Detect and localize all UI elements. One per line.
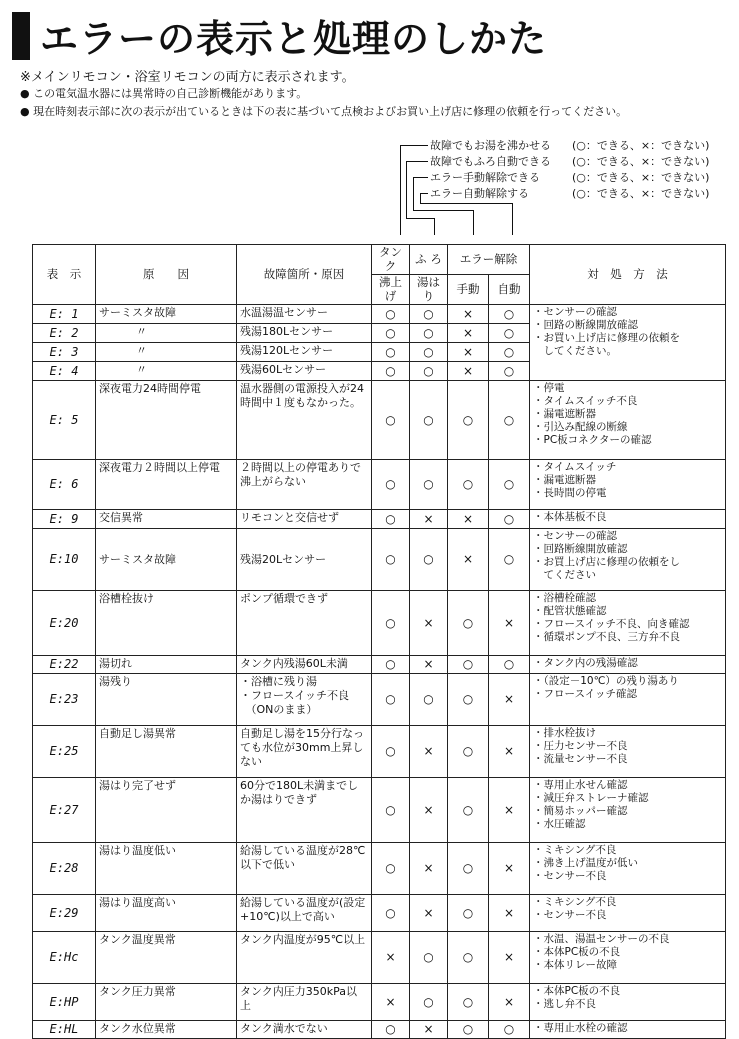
error-part: ・浴槽に残り湯 ・フロースイッチ不良 （ONのまま） xyxy=(237,674,372,726)
error-action: ・停電 ・タイムスイッチ不良 ・漏電遮断器 ・引込み配線の断線 ・PC板コネクターの確認 xyxy=(530,381,726,460)
mark-auto: ○ xyxy=(489,381,530,460)
error-cause: タンク水位異常 xyxy=(96,1021,237,1039)
mark-auto: × xyxy=(489,778,530,843)
error-code: E: 3 xyxy=(33,343,96,362)
mark-manual: × xyxy=(448,362,489,381)
mark-manual: × xyxy=(448,510,489,529)
error-part: タンク内温度が95℃以上 xyxy=(237,932,372,984)
header-furo: ふ ろ xyxy=(410,245,448,275)
error-cause: 湯はり完了せず xyxy=(96,778,237,843)
error-code: E:28 xyxy=(33,843,96,895)
mark-manual: ○ xyxy=(448,1021,489,1039)
header-tank-sub: 沸上げ xyxy=(372,275,410,305)
header-action: 対 処 方 法 xyxy=(530,245,726,305)
mark-manual: ○ xyxy=(448,381,489,460)
mark-tank: ○ xyxy=(372,1021,410,1039)
table-row xyxy=(33,984,726,1021)
mark-furo: ○ xyxy=(410,460,448,510)
error-code: E: 2 xyxy=(33,324,96,343)
mark-tank: ○ xyxy=(372,460,410,510)
header-auto: 自動 xyxy=(489,275,530,305)
mark-manual: ○ xyxy=(448,984,489,1021)
mark-tank: ○ xyxy=(372,510,410,529)
legend-drop-manual-2 xyxy=(473,210,474,235)
error-code: E:23 xyxy=(33,674,96,726)
error-cause: 湯残り xyxy=(96,674,237,726)
legend-branch-furo xyxy=(406,218,434,219)
mark-auto: ○ xyxy=(489,510,530,529)
mark-tank: ○ xyxy=(372,778,410,843)
error-part: 残湯120Lセンサー xyxy=(237,343,372,362)
mark-furo: ○ xyxy=(410,674,448,726)
error-cause: サーミスタ故障 xyxy=(96,305,237,324)
legend-drop-manual xyxy=(413,177,414,210)
mark-auto: ○ xyxy=(489,529,530,591)
error-action: ・専用止水せん確認 ・減圧弁ストレーナ確認 ・簡易ホッパー確認 ・水圧確認 xyxy=(530,778,726,843)
table-row xyxy=(33,460,726,510)
header-part: 故障箇所・原因 xyxy=(237,245,372,305)
mark-furo: ○ xyxy=(410,984,448,1021)
error-cause: 湯はり温度低い xyxy=(96,843,237,895)
mark-auto: ○ xyxy=(489,656,530,674)
error-cause: 〃 xyxy=(96,343,237,362)
error-cause: タンク温度異常 xyxy=(96,932,237,984)
header-furo-sub: 湯はり xyxy=(410,275,448,305)
error-cause: 湯切れ xyxy=(96,656,237,674)
legend-leader-furo xyxy=(406,161,428,162)
mark-tank: ○ xyxy=(372,381,410,460)
mark-auto: × xyxy=(489,843,530,895)
error-table xyxy=(32,244,726,1039)
mark-furo: ○ xyxy=(410,381,448,460)
legend-note-manual: (○：できる、×：できない) xyxy=(572,171,710,184)
error-part: 残湯180Lセンサー xyxy=(237,324,372,343)
error-cause: 〃 xyxy=(96,324,237,343)
legend-branch-auto xyxy=(420,203,512,204)
table-row xyxy=(33,656,726,674)
mark-furo: ○ xyxy=(410,324,448,343)
error-action: ・浴槽栓確認 ・配管状態確認 ・フロースイッチ不良、向き確認 ・循環ポンプ不良、三方弁不良 xyxy=(530,591,726,656)
mark-tank: ○ xyxy=(372,529,410,591)
mark-furo: × xyxy=(410,726,448,778)
mark-furo: × xyxy=(410,778,448,843)
mark-manual: ○ xyxy=(448,591,489,656)
error-part: 温水器側の電源投入が24時間中１度もなかった。 xyxy=(237,381,372,460)
table-row xyxy=(33,674,726,726)
legend-branch-manual xyxy=(413,210,473,211)
mark-tank: ○ xyxy=(372,362,410,381)
error-code: E:22 xyxy=(33,656,96,674)
error-part: 残湯60Lセンサー xyxy=(237,362,372,381)
table-row xyxy=(33,305,726,324)
mark-furo: ○ xyxy=(410,305,448,324)
error-code: E:20 xyxy=(33,591,96,656)
table-row xyxy=(33,932,726,984)
mark-auto: × xyxy=(489,895,530,932)
mark-furo: × xyxy=(410,895,448,932)
mark-tank: ○ xyxy=(372,324,410,343)
mark-tank: ○ xyxy=(372,843,410,895)
mark-furo: × xyxy=(410,591,448,656)
mark-auto: ○ xyxy=(489,362,530,381)
table-row xyxy=(33,895,726,932)
error-cause: 浴槽栓抜け xyxy=(96,591,237,656)
error-code: E:HP xyxy=(33,984,96,1021)
mark-tank: ○ xyxy=(372,656,410,674)
error-code: E: 4 xyxy=(33,362,96,381)
error-action: ・センサーの確認 ・回路断線開放確認 ・お買上げ店に修理の依頼をし てください xyxy=(530,529,726,591)
error-part: タンク満水でない xyxy=(237,1021,372,1039)
error-cause: 湯はり温度高い xyxy=(96,895,237,932)
error-code: E:27 xyxy=(33,778,96,843)
mark-auto: × xyxy=(489,726,530,778)
error-action: ・排水栓抜け ・圧力センサー不良 ・流量センサー不良 xyxy=(530,726,726,778)
error-part: タンク内残湯60L未満 xyxy=(237,656,372,674)
error-action: ・センサーの確認 ・回路の断線開放確認 ・お買い上げ店に修理の依頼を してください。 xyxy=(530,305,726,381)
mark-furo: × xyxy=(410,656,448,674)
error-code: E:25 xyxy=(33,726,96,778)
mark-manual: × xyxy=(448,343,489,362)
legend-leader-auto xyxy=(420,193,428,194)
legend-note-tank: (○：できる、×：できない) xyxy=(572,139,710,152)
error-action: ・（設定－10℃）の残り湯あり ・フロースイッチ確認 xyxy=(530,674,726,726)
error-cause: サーミスタ故障 xyxy=(96,529,237,591)
table-row xyxy=(33,510,726,529)
page-title: エラーの表示と処理のしかた xyxy=(40,17,548,61)
error-part: ２時間以上の停電ありで沸上がらない xyxy=(237,460,372,510)
mark-furo: × xyxy=(410,1021,448,1039)
error-action: ・専用止水栓の確認 xyxy=(530,1021,726,1039)
error-action: ・ミキシング不良 ・センサー不良 xyxy=(530,895,726,932)
legend-note-furo: (○：できる、×：できない) xyxy=(572,155,710,168)
mark-tank: ○ xyxy=(372,674,410,726)
error-cause: タンク圧力異常 xyxy=(96,984,237,1021)
mark-manual: ○ xyxy=(448,778,489,843)
error-part: 残湯20Lセンサー xyxy=(237,529,372,591)
legend-leader-tank xyxy=(400,145,428,146)
error-action: ・ミキシング不良 ・沸き上げ温度が低い ・センサー不良 xyxy=(530,843,726,895)
table-row xyxy=(33,381,726,460)
mark-manual: ○ xyxy=(448,460,489,510)
mark-furo: ○ xyxy=(410,362,448,381)
mark-manual: × xyxy=(448,324,489,343)
bullet-self-diagnosis: ● この電気温水器には異常時の自己診断機能があります。 xyxy=(20,87,308,100)
mark-tank: ○ xyxy=(372,895,410,932)
mark-tank: ○ xyxy=(372,305,410,324)
error-code: E: 6 xyxy=(33,460,96,510)
error-action: ・本体基板不良 xyxy=(530,510,726,529)
table-row xyxy=(33,529,726,591)
error-code: E:Hc xyxy=(33,932,96,984)
table-row xyxy=(33,843,726,895)
mark-auto: ○ xyxy=(489,460,530,510)
error-part: 自動足し湯を15分行なっても水位が30mm上昇しない xyxy=(237,726,372,778)
header-cause: 原 因 xyxy=(96,245,237,305)
legend-label-auto: エラー自動解除する xyxy=(430,187,529,200)
error-action: ・水温、湯温センサーの不良 ・本体PC板の不良 ・本体リレー故障 xyxy=(530,932,726,984)
bullet-instructions: ● 現在時刻表示部に次の表示が出ているときは下の表に基づいて点検およびお買い上げ店に修理の依頼を行ってください。 xyxy=(20,105,628,118)
error-part: タンク内圧力350kPa以上 xyxy=(237,984,372,1021)
table-row xyxy=(33,591,726,656)
mark-auto: ○ xyxy=(489,1021,530,1039)
mark-furo: × xyxy=(410,843,448,895)
mark-manual: ○ xyxy=(448,932,489,984)
mark-auto: × xyxy=(489,674,530,726)
mark-manual: ○ xyxy=(448,895,489,932)
mark-tank: ○ xyxy=(372,343,410,362)
mark-furo: ○ xyxy=(410,529,448,591)
error-action: ・タンク内の残湯確認 xyxy=(530,656,726,674)
mark-furo: ○ xyxy=(410,932,448,984)
error-code: E: 5 xyxy=(33,381,96,460)
error-part: 給湯している温度が28℃以下で低い xyxy=(237,843,372,895)
error-part: リモコンと交信せず xyxy=(237,510,372,529)
table-row xyxy=(33,726,726,778)
header-display: 表 示 xyxy=(33,245,96,305)
mark-manual: ○ xyxy=(448,674,489,726)
mark-auto: × xyxy=(489,932,530,984)
legend-drop-tank xyxy=(400,145,401,235)
error-code: E:HL xyxy=(33,1021,96,1039)
error-part: 水温湯温センサー xyxy=(237,305,372,324)
mark-tank: ○ xyxy=(372,591,410,656)
error-cause: 自動足し湯異常 xyxy=(96,726,237,778)
error-code: E: 9 xyxy=(33,510,96,529)
mark-manual: ○ xyxy=(448,656,489,674)
legend-label-tank: 故障でもお湯を沸かせる xyxy=(430,139,551,152)
error-part: 60分で180L未満までしか湯はりできず xyxy=(237,778,372,843)
error-code: E: 1 xyxy=(33,305,96,324)
error-code: E:29 xyxy=(33,895,96,932)
header-release: エラー解除 xyxy=(448,245,530,275)
error-part: ポンプ循環できず xyxy=(237,591,372,656)
legend-drop-auto-2 xyxy=(512,203,513,235)
mark-manual: ○ xyxy=(448,726,489,778)
error-code: E:10 xyxy=(33,529,96,591)
mark-auto: × xyxy=(489,984,530,1021)
mark-tank: ○ xyxy=(372,726,410,778)
mark-manual: ○ xyxy=(448,843,489,895)
mark-furo: ○ xyxy=(410,343,448,362)
error-action: ・本体PC板の不良 ・逃し弁不良 xyxy=(530,984,726,1021)
legend-drop-furo-2 xyxy=(434,218,435,235)
error-cause: 深夜電力２時間以上停電 xyxy=(96,460,237,510)
mark-auto: × xyxy=(489,591,530,656)
header-tank: タンク xyxy=(372,245,410,275)
error-part: 給湯している温度が(設定+10℃)以上で高い xyxy=(237,895,372,932)
legend-note-auto: (○：できる、×：できない) xyxy=(572,187,710,200)
mark-auto: ○ xyxy=(489,343,530,362)
mark-tank: × xyxy=(372,932,410,984)
mark-manual: × xyxy=(448,305,489,324)
remote-note: ※メインリモコン・浴室リモコンの両方に表示されます。 xyxy=(20,70,355,85)
legend-drop-furo xyxy=(406,161,407,218)
mark-auto: ○ xyxy=(489,305,530,324)
table-row xyxy=(33,778,726,843)
title-accent-bar xyxy=(12,12,30,60)
mark-manual: × xyxy=(448,529,489,591)
mark-furo: × xyxy=(410,510,448,529)
header-manual: 手動 xyxy=(448,275,489,305)
legend-leader-manual xyxy=(413,177,428,178)
legend-drop-auto xyxy=(420,193,421,203)
error-cause: 深夜電力24時間停電 xyxy=(96,381,237,460)
error-cause: 交信異常 xyxy=(96,510,237,529)
mark-tank: × xyxy=(372,984,410,1021)
error-cause: 〃 xyxy=(96,362,237,381)
legend-label-manual: エラー手動解除できる xyxy=(430,171,540,184)
mark-auto: ○ xyxy=(489,324,530,343)
error-action: ・タイムスイッチ ・漏電遮断器 ・長時間の停電 xyxy=(530,460,726,510)
legend-label-furo: 故障でもふろ自動できる xyxy=(430,155,551,168)
